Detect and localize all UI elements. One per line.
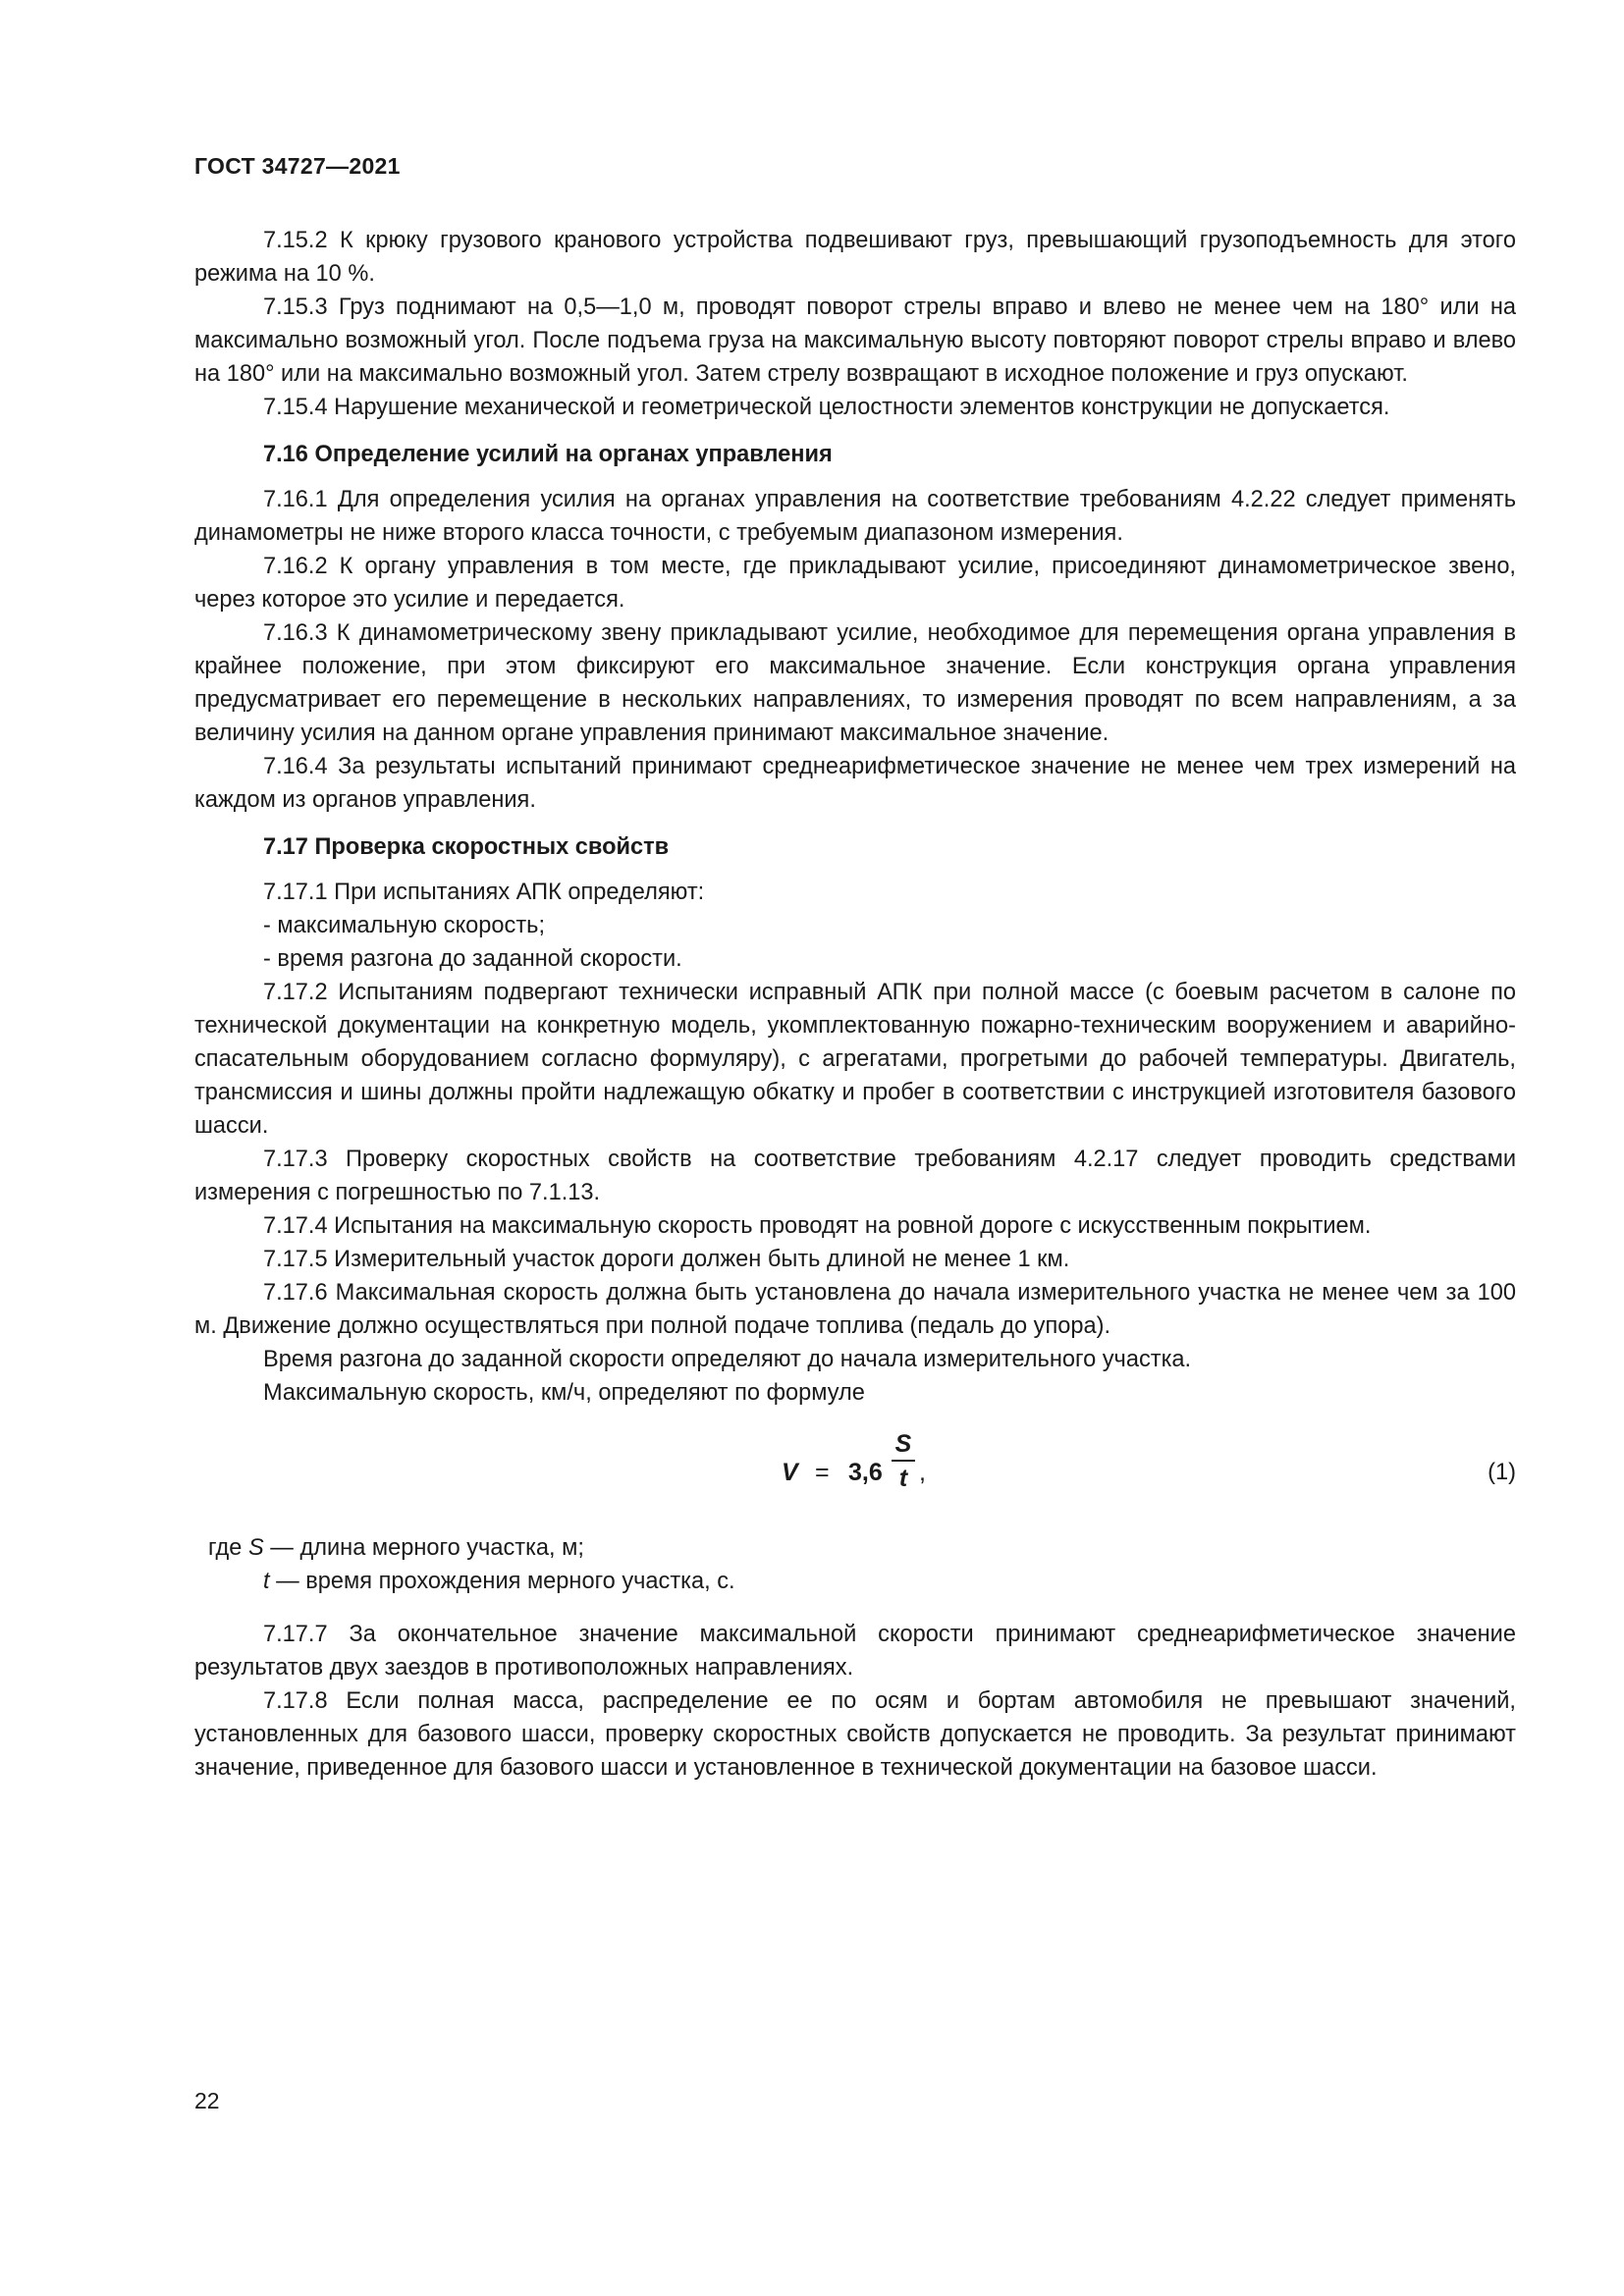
legend-var-t: t [263,1569,270,1594]
paragraph-7-17-4: 7.17.4 Испытания на максимальную скорость проводят на ровной дороге с искусственным покрытием. [263,1213,1372,1239]
formula-legend-s [194,1531,1516,1565]
formula-numerator: S [894,1430,912,1458]
page-number: 22 [194,2088,220,2113]
paragraph-7-17-7: 7.17.7 За окончательное значение максимальной скорости принимают среднеарифметическое значение результатов двух заездов в противоположных направлениях. [194,1622,1516,1681]
formula-comma: , [919,1459,926,1486]
formula-number: (1) [1488,1460,1516,1485]
paragraph-7-15-4: 7.15.4 Нарушение механической и геометрической целостности элементов конструкции не допускается. [263,395,1390,420]
legend-where-word: где [208,1535,248,1561]
formula-denominator: t [898,1465,908,1492]
paragraph-7-16-1: 7.16.1 Для определения усилия на органах управления на соответствие требованиям 4.2.22 следует применять динамометры не ниже второго класса точности, с требуемым диапазоном измерения. [194,487,1516,546]
paragraph-7-16-3: 7.16.3 К динамометрическому звену прикладывают усилие, необходимое для перемещения органа управления в крайнее положение, при этом фиксируют его максимальное значение. Если конструкция органа управления предусматривает его перемещение в нескольких направлениях, то измерения проводят по всем направлениям, а за величину усилия на данном органе управления принимают максимальное значение. [194,620,1516,746]
paragraph-7-17-6-acceleration: Время разгона до заданной скорости определяют до начала измерительного участка. [263,1347,1192,1372]
document-body [194,224,1516,1785]
formula-1 [194,1425,1516,1516]
formula-lhs: V [782,1459,798,1486]
formula-legend-t [194,1565,1516,1598]
document-header: ГОСТ 34727—2021 [194,153,401,179]
paragraph-7-15-2: 7.15.2 К крюку грузового кранового устройства подвешивают груз, превышающий грузоподъемность для этого режима на 10 %. [194,228,1516,287]
paragraph-7-17-5: 7.17.5 Измерительный участок дороги должен быть длиной не менее 1 км. [263,1247,1070,1272]
legend-text-t: — время прохождения мерного участка, с. [269,1569,735,1594]
paragraph-7-17-6: 7.17.6 Максимальная скорость должна быть установлена до начала измерительного участка не менее чем за 100 м. Движение должно осуществляться при полной подаче топлива (педаль до упора). [194,1280,1516,1339]
fraction-bar [892,1460,915,1462]
paragraph-7-16-4: 7.16.4 За результаты испытаний принимают среднеарифметическое значение не менее чем трех измерений на каждом из органов управления. [194,754,1516,813]
paragraph-7-17-2: 7.17.2 Испытаниям подвергают технически исправный АПК при полной массе (с боевым расчетом в салоне по технической документации на конкретную модель, укомплектованную пожарно-техническим вооружением и аварийно-спасательным оборудованием согласно формуляру), с агрегатами, прогретыми до рабочей температуры. Двигатель, трансмиссия и шины должны пройти надлежащую обкатку и пробег в соответствии с инструкцией изготовителя базового шасси. [194,980,1516,1139]
paragraph-7-16-2: 7.16.2 К органу управления в том месте, где прикладывают усилие, присоединяют динамометрическое звено, через которое это усилие и передается. [194,554,1516,613]
paragraph-7-17-3: 7.17.3 Проверку скоростных свойств на соответствие требованиям 4.2.17 следует проводить средствами измерения с погрешностью по 7.1.13. [194,1147,1516,1205]
formula-fraction [892,1429,915,1493]
formula-coefficient: 3,6 [848,1459,883,1486]
paragraph-7-17-8: 7.17.8 Если полная масса, распределение ее по осям и бортам автомобиля не превышают значений, установленных для базового шасси, проверку скоростных свойств допускается не проводить. За результат принимают значение, приведенное для базового шасси и установленное в технической документации на базовое шасси. [194,1688,1516,1781]
paragraph-7-17-1: 7.17.1 При испытаниях АПК определяют: [263,880,705,905]
paragraph-7-17-6-formula-intro: Максимальную скорость, км/ч, определяют по формуле [263,1380,865,1406]
legend-var-s: S [248,1535,264,1561]
section-heading-7-17: 7.17 Проверка скоростных свойств [263,834,670,860]
formula-equals: = [815,1459,830,1486]
paragraph-7-15-3: 7.15.3 Груз поднимают на 0,5—1,0 м, проводят поворот стрелы вправо и влево не менее чем на 180° или на максимально возможный угол. После подъема груза на максимальную высоту повторяют поворот стрелы вправо и влево на 180° или на максимально возможный угол. Затем стрелу возвращают в исходное положение и груз опускают. [194,294,1516,387]
list-item-max-speed: - максимальную скорость; [263,913,545,938]
legend-text-s: — длина мерного участка, м; [263,1535,584,1561]
section-heading-7-16: 7.16 Определение усилий на органах управления [263,442,833,467]
list-item-acceleration-time: - время разгона до заданной скорости. [263,946,682,972]
